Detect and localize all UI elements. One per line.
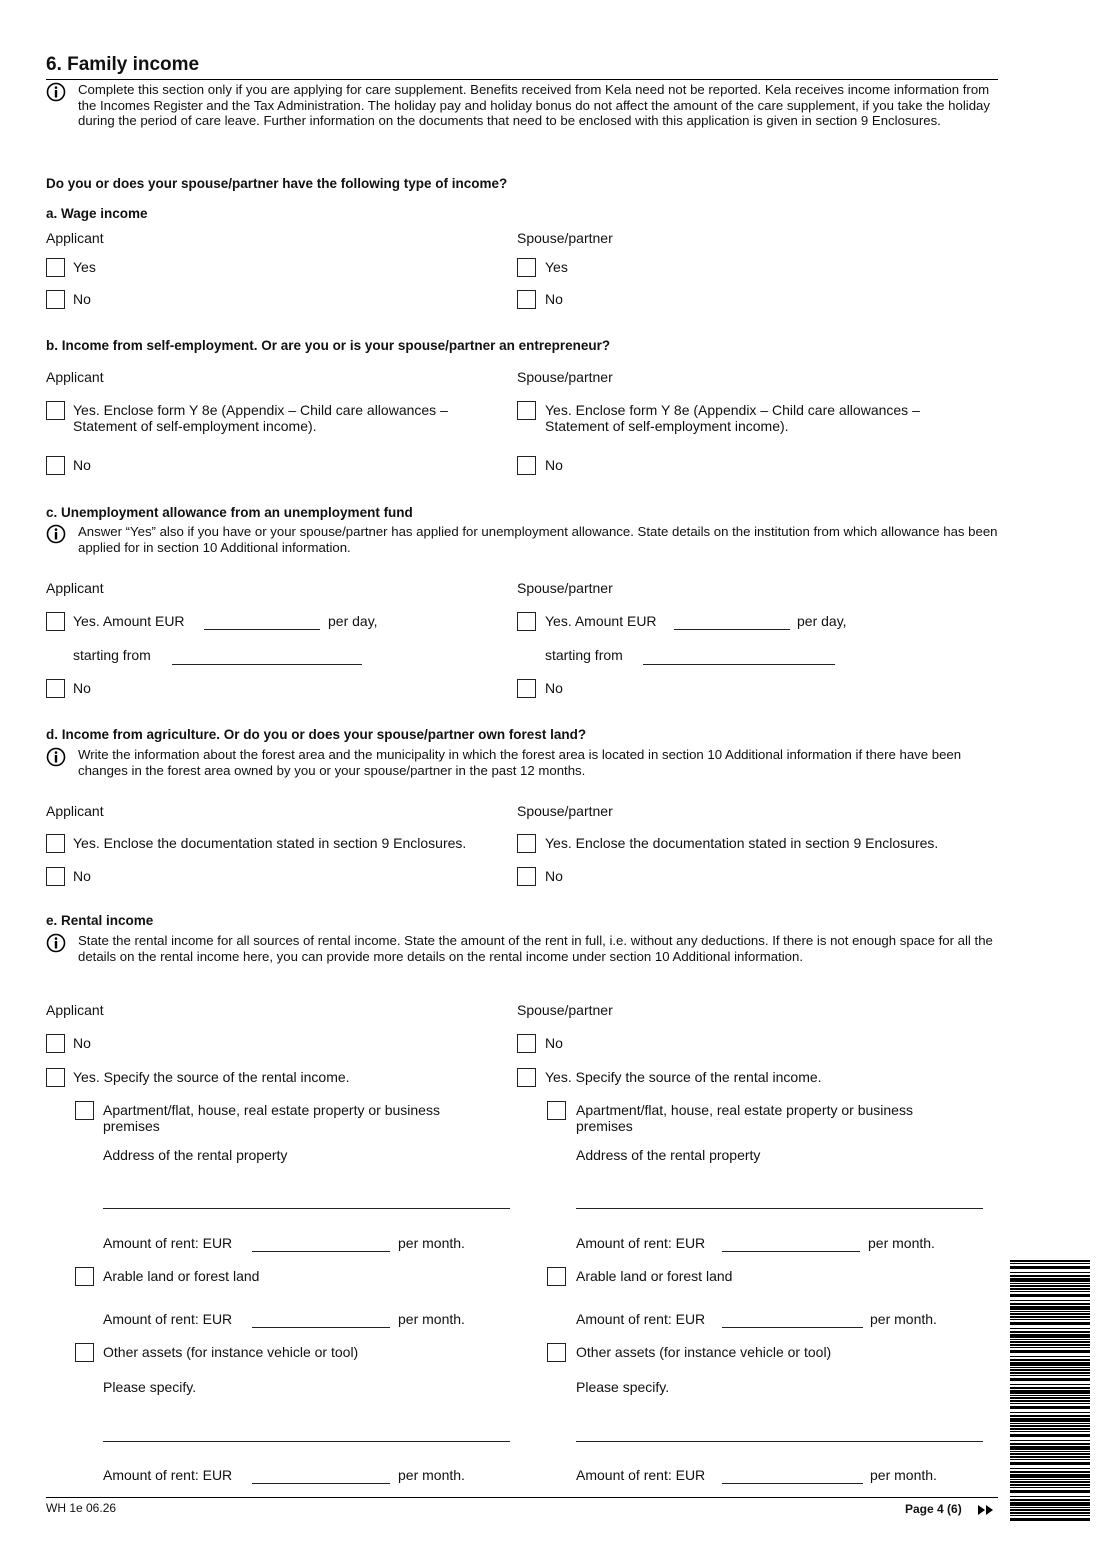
agriculture-applicant-no-label: No: [73, 868, 91, 884]
barcode-stripe: [1010, 1378, 1090, 1381]
barcode-stripe: [1010, 1260, 1090, 1262]
spouse-label: Spouse/partner: [517, 230, 613, 246]
barcode-stripe: [1010, 1344, 1090, 1346]
barcode-stripe: [1010, 1403, 1090, 1404]
barcode-stripe: [1010, 1418, 1090, 1422]
starting-from-label: starting from: [545, 647, 623, 663]
barcode-stripe: [1010, 1462, 1090, 1465]
applicant-label: Applicant: [46, 230, 104, 246]
barcode-stripe: [1010, 1347, 1090, 1348]
rental-spouse-address-field[interactable]: [576, 1208, 983, 1209]
unemployment-applicant-start-field[interactable]: [172, 664, 362, 665]
wage-spouse-yes-label: Yes: [545, 259, 568, 275]
self-employment-spouse-no-label: No: [545, 457, 563, 473]
rental-applicant-address-field[interactable]: [103, 1208, 510, 1209]
rental-applicant-no-label: No: [73, 1035, 91, 1051]
barcode-stripe: [1010, 1367, 1090, 1368]
unemployment-info: Answer “Yes” also if you have or your spouse/partner has applied for unemployment allowance. State details on the institution from which allowance has been applied for in section 10 Additional information.: [78, 524, 998, 555]
barcode-stripe: [1010, 1481, 1090, 1483]
info-icon: [46, 82, 66, 102]
per-month-label: per month.: [870, 1467, 937, 1483]
applicant-label: Applicant: [46, 1002, 104, 1018]
barcode-stripe: [1010, 1359, 1090, 1361]
spouse-label: Spouse/partner: [517, 369, 613, 385]
unemployment-applicant-no-checkbox[interactable]: [46, 679, 65, 698]
rental-applicant-arable-checkbox[interactable]: [75, 1267, 94, 1286]
applicant-label: Applicant: [46, 369, 104, 385]
barcode-stripe: [1010, 1415, 1090, 1417]
barcode-stripe: [1010, 1397, 1090, 1399]
barcode-stripe: [1010, 1395, 1090, 1396]
section-intro: Complete this section only if you are applying for care supplement. Benefits received from Kela need not be reported. Kela receives income information from the Incomes Register and the Tax Administration. The holiday pay and holiday bonus do not affect the amount of the care supplement, if you take the holiday during the period of care leave. Further information on the documents that need to be enclosed with this application is given in section 9 Enclosures.: [78, 82, 990, 128]
barcode-stripe: [1010, 1496, 1090, 1497]
starting-from-label: starting from: [73, 647, 151, 663]
barcode-stripe: [1010, 1479, 1090, 1480]
wage-applicant-no-checkbox[interactable]: [46, 290, 65, 309]
barcode-stripe: [1010, 1300, 1090, 1301]
rent-amount-label: Amount of rent: EUR: [103, 1311, 233, 1327]
rental-specify-label: Please specify.: [103, 1379, 197, 1395]
rental-spouse-yes-checkbox[interactable]: [517, 1068, 536, 1087]
barcode-stripe: [1010, 1474, 1090, 1478]
unemployment-spouse-yes-checkbox[interactable]: [517, 612, 536, 631]
barcode-stripe: [1010, 1507, 1090, 1508]
barcode-stripe: [1010, 1509, 1090, 1511]
wage-spouse-no-label: No: [545, 291, 563, 307]
barcode-stripe: [1010, 1446, 1090, 1450]
barcode-stripe: [1010, 1425, 1090, 1427]
self-employment-applicant-yes-checkbox[interactable]: [46, 401, 65, 420]
rental-applicant-yes-label: Yes. Specify the source of the rental income.: [73, 1069, 350, 1085]
spouse-label: Spouse/partner: [517, 1002, 613, 1018]
per-day-label: per day,: [328, 613, 378, 629]
barcode-stripe: [1010, 1356, 1090, 1357]
rental-info: State the rental income for all sources of rental income. State the amount of the rent in full, i.e. without any deductions. If there is not enough space for all the details on the rental income here, you can provide more details on the rental income under section 10 Additional information.: [78, 933, 993, 964]
barcode-stripe: [1010, 1306, 1090, 1310]
barcode-stripe: [1010, 1291, 1090, 1292]
barcode-stripe: [1010, 1443, 1090, 1445]
rental-spouse-yes-label: Yes. Specify the source of the rental income.: [545, 1069, 822, 1085]
unemployment-spouse-amount-label: Yes. Amount EUR: [545, 613, 657, 629]
barcode-stripe: [1010, 1512, 1090, 1514]
barcode-stripe: [1010, 1387, 1090, 1389]
wage-applicant-yes-checkbox[interactable]: [46, 258, 65, 277]
barcode-stripe: [1010, 1275, 1090, 1277]
rent-amount-label: Amount of rent: EUR: [103, 1235, 233, 1251]
barcode-stripe: [1010, 1263, 1090, 1264]
barcode-stripe: [1010, 1451, 1090, 1452]
rent-amount-label: Amount of rent: EUR: [576, 1467, 706, 1483]
rental-title: e. Rental income: [46, 913, 154, 928]
barcode-stripe: [1010, 1502, 1090, 1506]
rental-apartment-label: Apartment/flat, house, real estate property or business premises: [103, 1102, 440, 1134]
self-employment-applicant-yes-label: Yes. Enclose form Y 8e (Appendix – Child care allowances – Statement of self-employment income).: [73, 402, 448, 434]
rental-spouse-other-amount-field[interactable]: [722, 1483, 863, 1484]
barcode-stripe: [1010, 1288, 1090, 1290]
rental-spouse-no-checkbox[interactable]: [517, 1034, 536, 1053]
info-icon: [46, 933, 66, 953]
section-title: 6. Family income: [46, 54, 200, 75]
unemployment-title: c. Unemployment allowance from an unemployment fund: [46, 505, 413, 520]
rental-spouse-apartment-amount-field[interactable]: [722, 1251, 860, 1252]
unemployment-spouse-start-field[interactable]: [643, 664, 835, 665]
rental-spouse-other-specify-field[interactable]: [576, 1441, 983, 1442]
barcode-stripe: [1010, 1283, 1090, 1284]
self-employment-spouse-no-checkbox[interactable]: [517, 456, 536, 475]
barcode-stripe: [1010, 1350, 1090, 1353]
unemployment-spouse-amount-field[interactable]: [674, 629, 790, 630]
agriculture-info: Write the information about the forest area and the municipality in which the forest area is located in section 10 Additional information if there have been changes in the forest area owned by you or your spouse/partner in the past 12 months.: [78, 747, 962, 778]
barcode-stripe: [1010, 1285, 1090, 1287]
barcode-stripe: [1010, 1434, 1090, 1437]
barcode-stripe: [1010, 1468, 1090, 1469]
agriculture-applicant-yes-checkbox[interactable]: [46, 834, 65, 853]
rental-applicant-other-specify-field[interactable]: [103, 1441, 510, 1442]
applicant-label: Applicant: [46, 580, 104, 596]
rental-spouse-apartment-checkbox[interactable]: [547, 1101, 566, 1120]
double-arrow-right-icon: [978, 1505, 994, 1515]
rental-applicant-other-checkbox[interactable]: [75, 1343, 94, 1362]
rental-specify-label: Please specify.: [576, 1379, 670, 1395]
self-employment-spouse-yes-label: Yes. Enclose form Y 8e (Appendix – Child care allowances – Statement of self-employment income).: [545, 402, 920, 434]
barcode-stripe: [1010, 1303, 1090, 1305]
info-icon: [46, 747, 66, 767]
agriculture-spouse-no-label: No: [545, 868, 563, 884]
barcode-stripe: [1010, 1266, 1090, 1269]
rental-spouse-no-label: No: [545, 1035, 563, 1051]
barcode-stripe: [1010, 1390, 1090, 1394]
wage-applicant-yes-label: Yes: [73, 259, 96, 275]
rental-applicant-no-checkbox[interactable]: [46, 1034, 65, 1053]
agriculture-spouse-yes-label: Yes. Enclose the documentation stated in section 9 Enclosures.: [545, 835, 939, 851]
barcode-stripe: [1010, 1412, 1090, 1413]
agriculture-title: d. Income from agriculture. Or do you or does your spouse/partner own forest land?: [46, 727, 587, 742]
rental-applicant-apartment-amount-field[interactable]: [252, 1251, 390, 1252]
barcode-stripe: [1010, 1372, 1090, 1374]
rental-spouse-arable-checkbox[interactable]: [547, 1267, 566, 1286]
unemployment-spouse-no-label: No: [545, 680, 563, 696]
income-question: Do you or does your spouse/partner have the following type of income?: [46, 176, 508, 191]
self-employment-spouse-yes-checkbox[interactable]: [517, 401, 536, 420]
rent-amount-label: Amount of rent: EUR: [576, 1235, 706, 1251]
page-number: Page 4 (6): [905, 1502, 962, 1516]
rental-applicant-yes-checkbox[interactable]: [46, 1068, 65, 1087]
rental-applicant-apartment-checkbox[interactable]: [75, 1101, 94, 1120]
barcode-stripe: [1010, 1341, 1090, 1343]
unemployment-applicant-amount-label: Yes. Amount EUR: [73, 613, 185, 629]
per-month-label: per month.: [868, 1235, 935, 1251]
rental-address-label: Address of the rental property: [103, 1147, 288, 1163]
barcode-stripe: [1010, 1328, 1090, 1329]
spouse-label: Spouse/partner: [517, 580, 613, 596]
barcode-stripe: [1010, 1456, 1090, 1458]
barcode-stripe: [1010, 1499, 1090, 1501]
rental-applicant-arable-amount-field[interactable]: [252, 1327, 390, 1328]
barcode-stripe: [1010, 1331, 1090, 1333]
agriculture-applicant-yes-label: Yes. Enclose the documentation stated in section 9 Enclosures.: [73, 835, 467, 851]
barcode-stripe: [1010, 1440, 1090, 1441]
per-month-label: per month.: [398, 1311, 465, 1327]
barcode: [1010, 1260, 1090, 1522]
wage-spouse-no-checkbox[interactable]: [517, 290, 536, 309]
barcode-stripe: [1010, 1322, 1090, 1325]
agriculture-spouse-no-checkbox[interactable]: [517, 867, 536, 886]
barcode-stripe: [1010, 1339, 1090, 1340]
barcode-stripe: [1010, 1272, 1090, 1273]
barcode-stripe: [1010, 1316, 1090, 1318]
footer-rule: [46, 1497, 998, 1498]
barcode-stripe: [1010, 1423, 1090, 1424]
barcode-stripe: [1010, 1459, 1090, 1460]
barcode-stripe: [1010, 1278, 1090, 1282]
wage-applicant-no-label: No: [73, 291, 91, 307]
wage-income-title: a. Wage income: [46, 206, 148, 221]
self-employment-applicant-no-label: No: [73, 457, 91, 473]
per-month-label: per month.: [870, 1311, 937, 1327]
section-rule: [46, 79, 998, 80]
unemployment-applicant-amount-field[interactable]: [204, 629, 320, 630]
rental-other-label: Other assets (for instance vehicle or tool): [576, 1344, 832, 1360]
barcode-stripe: [1010, 1384, 1090, 1385]
self-employment-title: b. Income from self-employment. Or are you or is your spouse/partner an entrepreneur?: [46, 338, 611, 353]
barcode-stripe: [1010, 1431, 1090, 1432]
wage-spouse-yes-checkbox[interactable]: [517, 258, 536, 277]
unemployment-applicant-no-label: No: [73, 680, 91, 696]
rent-amount-label: Amount of rent: EUR: [103, 1467, 233, 1483]
rent-amount-label: Amount of rent: EUR: [576, 1311, 706, 1327]
rental-other-label: Other assets (for instance vehicle or tool): [103, 1344, 359, 1360]
barcode-stripe: [1010, 1518, 1090, 1521]
per-month-label: per month.: [398, 1235, 465, 1251]
barcode-stripe: [1010, 1490, 1090, 1493]
barcode-stripe: [1010, 1369, 1090, 1371]
barcode-stripe: [1010, 1334, 1090, 1338]
info-icon: [46, 524, 66, 544]
per-day-label: per day,: [797, 613, 847, 629]
agriculture-applicant-no-checkbox[interactable]: [46, 867, 65, 886]
form-code: WH 1e 06.26: [46, 1501, 117, 1515]
barcode-stripe: [1010, 1515, 1090, 1516]
barcode-stripe: [1010, 1406, 1090, 1409]
barcode-stripe: [1010, 1428, 1090, 1430]
barcode-stripe: [1010, 1487, 1090, 1488]
barcode-stripe: [1010, 1471, 1090, 1473]
barcode-stripe: [1010, 1319, 1090, 1320]
barcode-stripe: [1010, 1294, 1090, 1297]
self-employment-applicant-no-checkbox[interactable]: [46, 456, 65, 475]
rental-spouse-arable-amount-field[interactable]: [722, 1327, 863, 1328]
barcode-stripe: [1010, 1484, 1090, 1486]
per-month-label: per month.: [398, 1467, 465, 1483]
agriculture-spouse-yes-checkbox[interactable]: [517, 834, 536, 853]
rental-spouse-other-checkbox[interactable]: [547, 1343, 566, 1362]
rental-applicant-other-amount-field[interactable]: [252, 1483, 390, 1484]
barcode-stripe: [1010, 1362, 1090, 1366]
applicant-label: Applicant: [46, 803, 104, 819]
spouse-label: Spouse/partner: [517, 803, 613, 819]
rental-apartment-label: Apartment/flat, house, real estate property or business premises: [576, 1102, 913, 1134]
unemployment-applicant-yes-checkbox[interactable]: [46, 612, 65, 631]
rental-arable-label: Arable land or forest land: [576, 1268, 733, 1284]
barcode-stripe: [1010, 1453, 1090, 1455]
unemployment-spouse-no-checkbox[interactable]: [517, 679, 536, 698]
barcode-stripe: [1010, 1400, 1090, 1402]
barcode-stripe: [1010, 1313, 1090, 1315]
barcode-stripe: [1010, 1311, 1090, 1312]
rental-address-label: Address of the rental property: [576, 1147, 761, 1163]
rental-arable-label: Arable land or forest land: [103, 1268, 260, 1284]
barcode-stripe: [1010, 1375, 1090, 1376]
